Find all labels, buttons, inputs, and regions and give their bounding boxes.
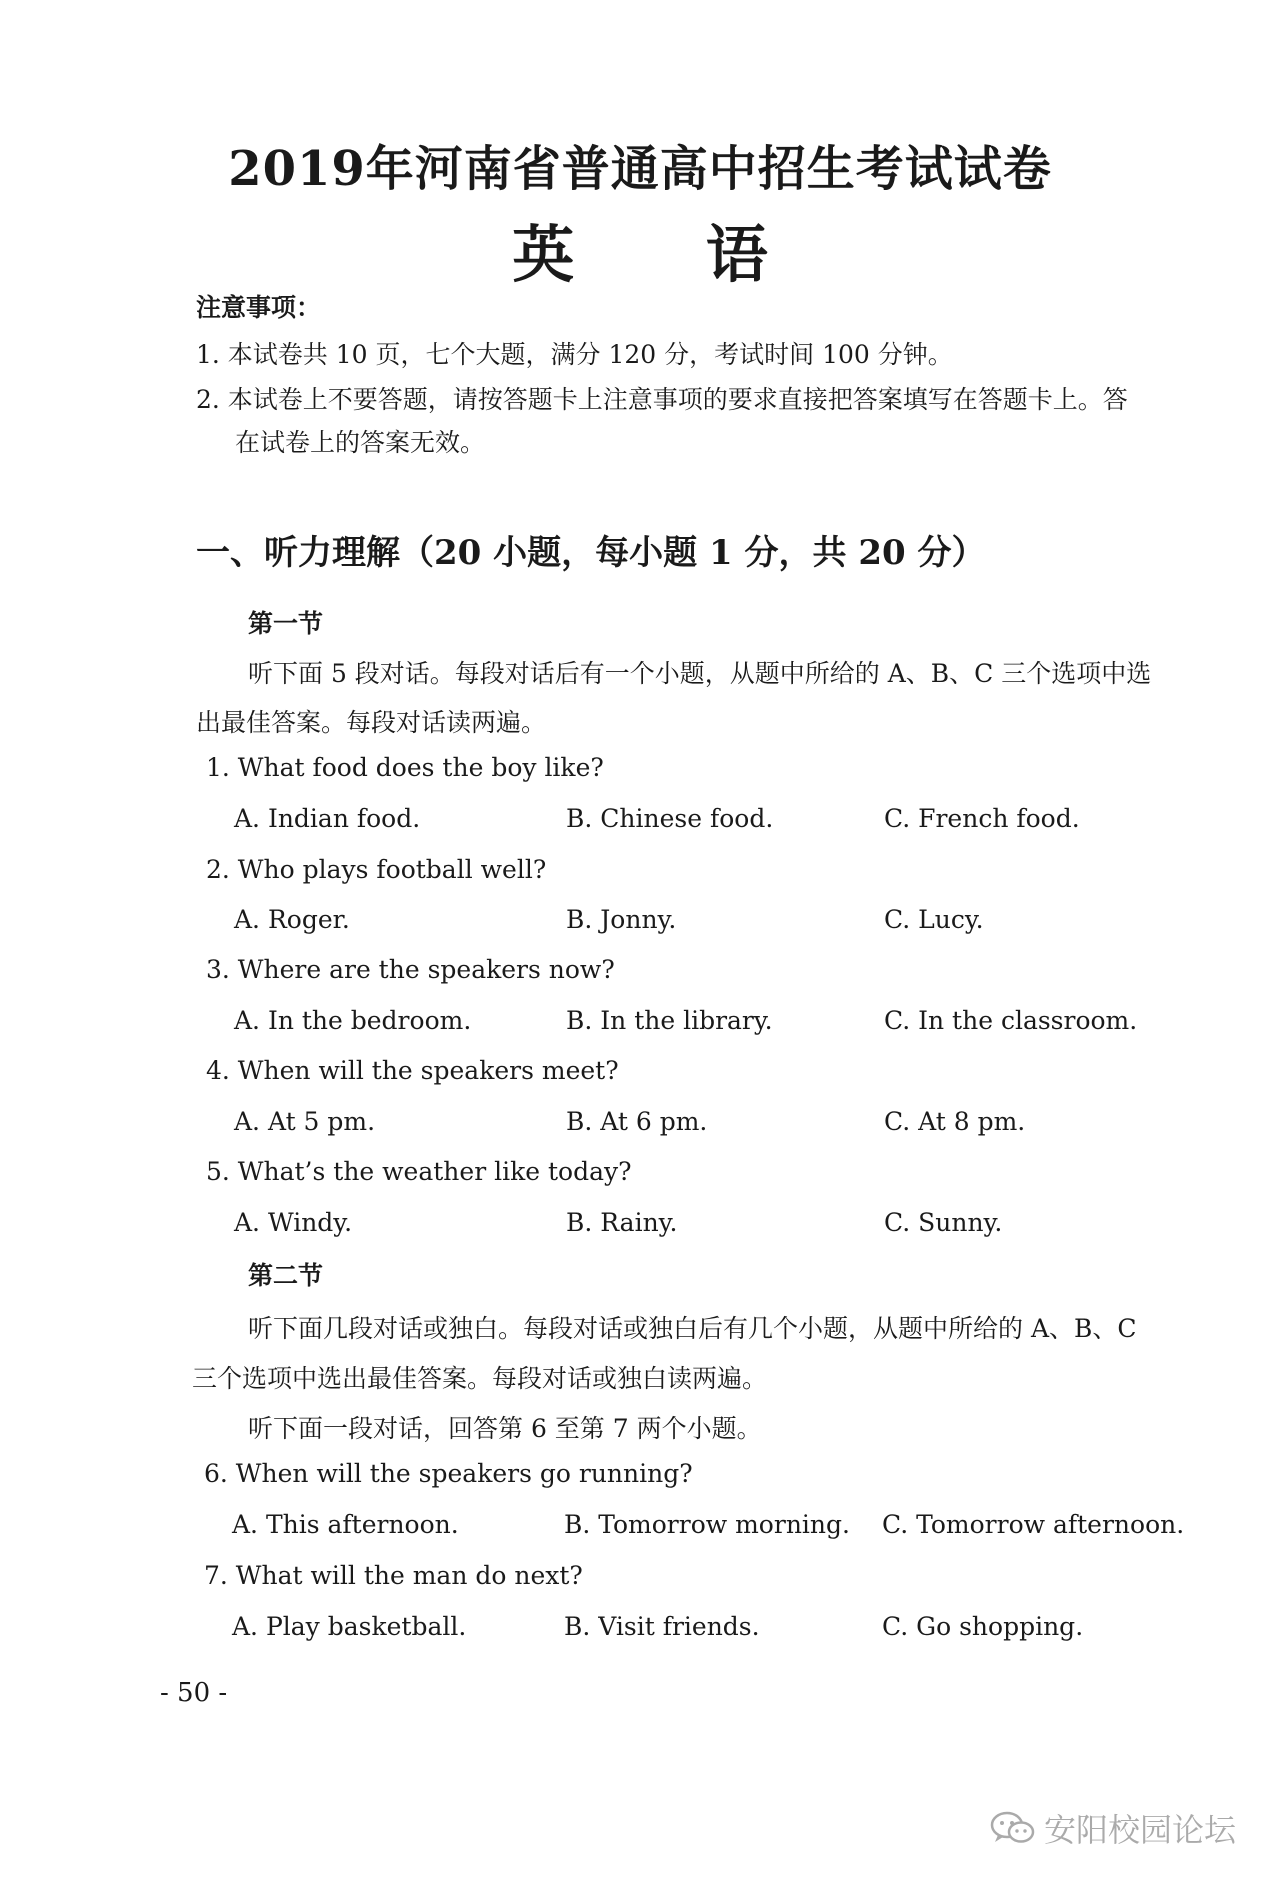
question-7-option-a: A. Play basketball. bbox=[232, 1612, 467, 1641]
question-3-option-b: B. In the library. bbox=[566, 1006, 773, 1035]
notice-item-2-line-1: 2. 本试卷上不要答题，请按答题卡上注意事项的要求直接把答案填写在答题卡上。答 bbox=[196, 385, 1128, 414]
question-6-option-b: B. Tomorrow morning. bbox=[564, 1510, 850, 1539]
question-4-option-c: C. At 8 pm. bbox=[884, 1107, 1026, 1136]
question-4-option-a: A. At 5 pm. bbox=[234, 1107, 376, 1136]
question-2-option-a: A. Roger. bbox=[234, 905, 350, 934]
part-1-heading: 第一节 bbox=[248, 609, 324, 638]
question-7: 7. What will the man do next? bbox=[204, 1561, 583, 1590]
question-2-option-c: C. Lucy. bbox=[884, 905, 984, 934]
notice-item-1: 1. 本试卷共 10 页，七个大题，满分 120 分，考试时间 100 分钟。 bbox=[196, 340, 953, 369]
question-5-option-c: C. Sunny. bbox=[884, 1208, 1003, 1237]
subject-title: 英 语 bbox=[512, 218, 768, 291]
question-3-option-c: C. In the classroom. bbox=[884, 1006, 1138, 1035]
question-6: 6. When will the speakers go running? bbox=[204, 1459, 693, 1488]
notice-item-2-line-2: 在试卷上的答案无效。 bbox=[235, 428, 486, 457]
part-2-instructions-line-1: 听下面几段对话或独白。每段对话或独白后有几个小题，从题中所给的 A、B、C bbox=[248, 1314, 1137, 1343]
question-5-option-a: A. Windy. bbox=[234, 1208, 353, 1237]
question-3: 3. Where are the speakers now? bbox=[206, 955, 615, 984]
question-5: 5. What’s the weather like today? bbox=[206, 1157, 632, 1186]
wechat-icon bbox=[990, 1811, 1036, 1845]
watermark-text: 安阳校园论坛 bbox=[1044, 1811, 1237, 1849]
question-2-option-b: B. Jonny. bbox=[566, 905, 677, 934]
question-6-option-c: C. Tomorrow afternoon. bbox=[882, 1510, 1185, 1539]
part-2-instructions-line-2: 三个选项中选出最佳答案。每段对话或独白读两遍。 bbox=[192, 1364, 768, 1393]
question-7-option-c: C. Go shopping. bbox=[882, 1612, 1084, 1641]
watermark bbox=[990, 1805, 1236, 1851]
page-title: 2019年河南省普通高中招生考试试卷 bbox=[228, 141, 1052, 197]
part-2-sub-instructions: 听下面一段对话，回答第 6 至第 7 两个小题。 bbox=[248, 1414, 762, 1443]
question-7-option-b: B. Visit friends. bbox=[564, 1612, 760, 1641]
part-2-heading: 第二节 bbox=[248, 1261, 324, 1290]
question-4-option-b: B. At 6 pm. bbox=[566, 1107, 708, 1136]
question-1: 1. What food does the boy like? bbox=[206, 753, 604, 782]
section-heading: 一、听力理解（20 小题，每小题 1 分，共 20 分） bbox=[196, 533, 986, 573]
part-1-instructions-line-2: 出最佳答案。每段对话读两遍。 bbox=[196, 708, 547, 737]
question-6-option-a: A. This afternoon. bbox=[232, 1510, 459, 1539]
question-4: 4. When will the speakers meet? bbox=[206, 1056, 619, 1085]
question-5-option-b: B. Rainy. bbox=[566, 1208, 678, 1237]
question-1-option-c: C. French food. bbox=[884, 804, 1080, 833]
question-3-option-a: A. In the bedroom. bbox=[234, 1006, 472, 1035]
page-number: - 50 - bbox=[160, 1678, 228, 1708]
question-1-option-b: B. Chinese food. bbox=[566, 804, 774, 833]
notice-heading: 注意事项： bbox=[196, 293, 322, 322]
question-2: 2. Who plays football well? bbox=[206, 855, 547, 884]
part-1-instructions-line-1: 听下面 5 段对话。每段对话后有一个小题，从题中所给的 A、B、C 三个选项中选 bbox=[248, 659, 1152, 688]
question-1-option-a: A. Indian food. bbox=[234, 804, 421, 833]
